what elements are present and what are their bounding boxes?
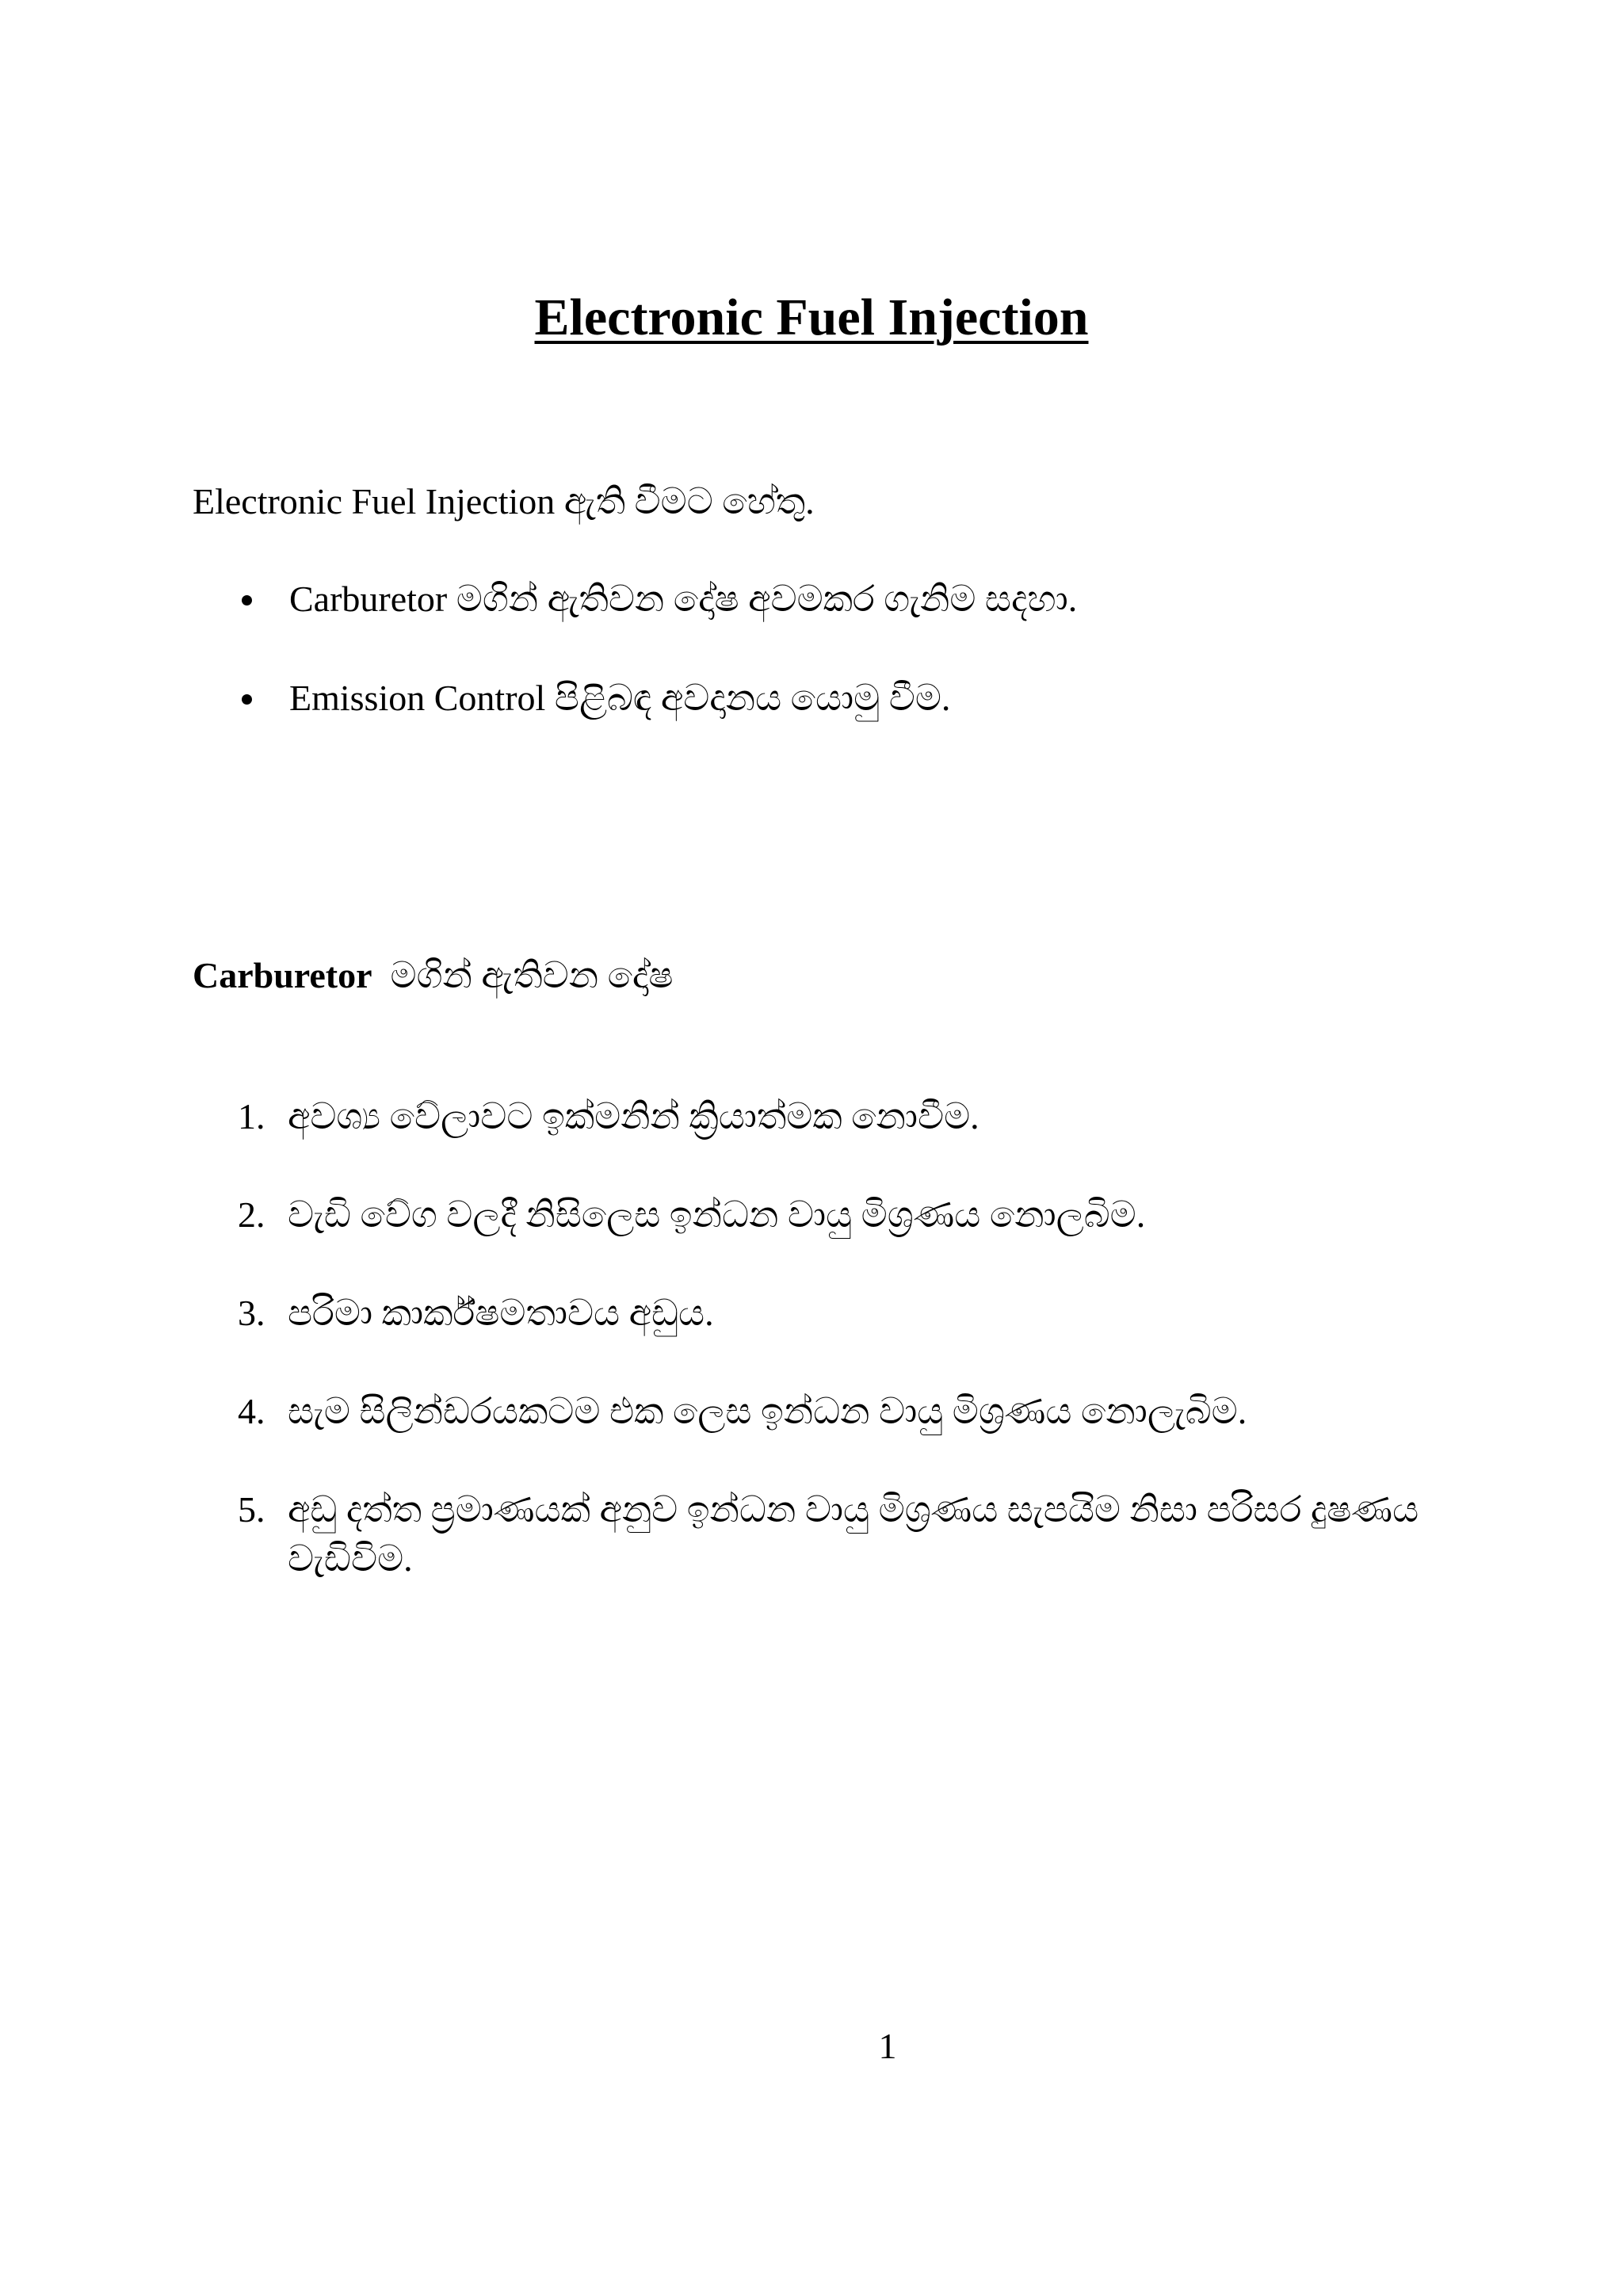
list-item [238,1387,1442,1436]
item-number: 1. [238,1096,265,1137]
item-text: වැඩි වේග වලදී නිසිලෙස ඉන්ධන වායු මිශ්‍රණය නොලබිම. [288,1194,1146,1236]
numbered-list [238,1092,1442,1633]
bullet-icon [242,694,252,705]
list-item [242,676,1077,720]
item-number: 4. [238,1391,265,1432]
section-heading-bold: Carburetor [193,955,372,995]
item-text: සැම සිලින්ඩරයකටම එක ලෙස ඉන්ධන වායු මිශ්‍රණය නොලැබිම. [288,1391,1247,1432]
list-item [242,577,1077,621]
page-title: Electronic Fuel Injection [534,288,1089,346]
page-number: 1 [878,2026,897,2066]
bullet-icon [242,595,252,606]
item-number: 3. [238,1293,265,1334]
section-heading-rest: මගින් ඇතිවන දෝෂ [372,955,674,995]
item-text: අඩු දත්ත ප්‍රමාණයක් අනුව ඉන්ධන වායු මිශ්‍රණය සැපයිම නිසා පරිසර දුෂණය වැඩිවිම. [288,1489,1419,1580]
list-item [238,1289,1442,1338]
intro-paragraph: Electronic Fuel Injection ඇති වීමට හේතු. [193,481,815,521]
bullet-text: Emission Control පිළිබඳ අවදානය යොමු වීම. [289,678,951,718]
item-number: 5. [238,1489,265,1530]
list-item [238,1485,1442,1584]
section-heading [193,953,673,997]
bullet-list [242,577,1077,775]
list-item [238,1092,1442,1141]
item-text: පරිමා කාර්ක්ෂමතාවය අඩුය. [288,1293,714,1334]
list-item [238,1190,1442,1240]
bullet-text: Carburetor මගින් ඇතිවන දෝෂ අවමකර ගැනිම සදහා. [289,579,1078,619]
item-number: 2. [238,1194,265,1236]
item-text: අවශ්‍ය වේලාවට ඉක්මනින් ක්‍රියාත්මක නොවීම. [288,1096,980,1137]
